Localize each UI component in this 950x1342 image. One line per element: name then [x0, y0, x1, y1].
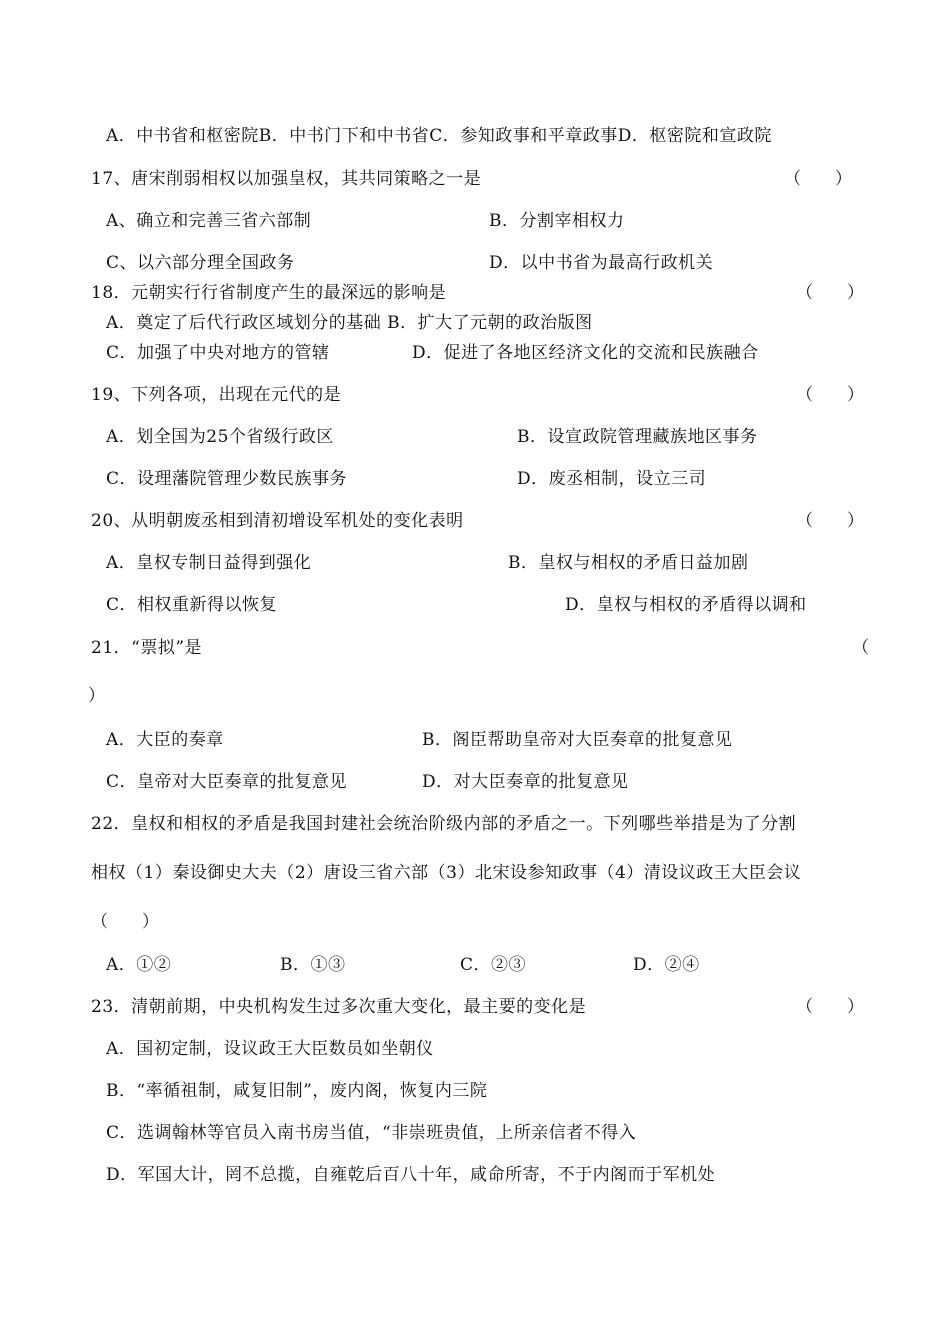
q20-stem: 20、从明朝废丞相到清初增设军机处的变化表明	[91, 511, 464, 531]
q23-option-a: A．国初定制，设议政王大臣数员如坐朝仪	[106, 1039, 434, 1059]
q21-stem: 21．“票拟”是	[91, 638, 203, 658]
q21-option-d: D．对大臣奏章的批复意见	[422, 772, 629, 792]
q19-option-b: B．设宣政院管理藏族地区事务	[517, 427, 758, 447]
q20-option-b: B．皇权与相权的矛盾日益加剧	[508, 553, 749, 573]
q22-option-c: C．②③	[460, 955, 527, 975]
q22-stem-line1: 22．皇权和相权的矛盾是我国封建社会统治阶级内部的矛盾之一。下列哪些举措是为了分割	[91, 814, 797, 834]
q17-option-d: D．以中书省为最高行政机关	[489, 253, 714, 273]
q20-answer-paren: （ ）	[796, 511, 864, 531]
q22-stem-line2: 相权（1）秦设御史大夫（2）唐设三省六部（3）北宋设参知政事（4）清设议政王大臣会议	[91, 863, 802, 883]
q19-answer-paren: （ ）	[796, 385, 864, 405]
q22-option-a: A．①②	[106, 955, 172, 975]
q22-option-d: D．②④	[633, 955, 700, 975]
q23-answer-paren: （ ）	[796, 997, 864, 1017]
q18-stem: 18．元朝实行行省制度产生的最深远的影响是	[91, 283, 447, 303]
q22-option-b: B．①③	[280, 955, 346, 975]
q19-option-a: A．划全国为25个省级行政区	[106, 427, 334, 447]
q22-answer-paren: （ ）	[91, 912, 159, 932]
q23-option-c: C．选调翰林等官员入南书房当值，“非崇班贵值，上所亲信者不得入	[106, 1123, 637, 1143]
q19-option-d: D．废丞相制，设立三司	[517, 469, 707, 489]
q23-stem: 23．清朝前期，中央机构发生过多次重大变化，最主要的变化是	[91, 997, 587, 1017]
q17-option-a: A、确立和完善三省六部制	[106, 211, 312, 231]
q21-option-a: A．大臣的奏章	[106, 730, 224, 750]
q21-option-c: C．皇帝对大臣奏章的批复意见	[106, 772, 348, 792]
q21-answer-paren-open: （	[852, 638, 869, 658]
q20-option-c: C．相权重新得以恢复	[106, 595, 278, 615]
q17-stem: 17、唐宋削弱相权以加强皇权，其共同策略之一是	[91, 169, 482, 189]
q23-option-b: B．“率循祖制，咸复旧制”，废内阁，恢复内三院	[106, 1081, 488, 1101]
q17-option-c: C、以六部分理全国政务	[106, 253, 295, 273]
q19-stem: 19、下列各项，出现在元代的是	[91, 385, 342, 405]
q20-option-d: D．皇权与相权的矛盾得以调和	[565, 595, 807, 615]
q23-option-d: D．军国大计，罔不总揽，自雍乾后百八十年，咸命所寄，不于内阁而于军机处	[106, 1165, 716, 1185]
q17-option-b: B．分割宰相权力	[489, 211, 625, 231]
q21-answer-paren-close: ）	[88, 686, 105, 706]
q21-option-b: B．阁臣帮助皇帝对大臣奏章的批复意见	[422, 730, 733, 750]
q18-option-d: D．促进了各地区经济文化的交流和民族融合	[412, 343, 759, 363]
q20-option-a: A．皇权专制日益得到强化	[106, 553, 312, 573]
q18-option-ab: A．奠定了后代行政区域划分的基础 B．扩大了元朝的政治版图	[106, 313, 593, 333]
q18-option-c: C．加强了中央对地方的管辖	[106, 343, 330, 363]
q19-option-c: C．设理藩院管理少数民族事务	[106, 469, 348, 489]
q17-answer-paren: （ ）	[784, 169, 852, 189]
q16-options-row: A．中书省和枢密院B．中书门下和中书省C．参知政事和平章政事D．枢密院和宣政院	[106, 126, 772, 146]
q18-answer-paren: （ ）	[796, 283, 864, 303]
